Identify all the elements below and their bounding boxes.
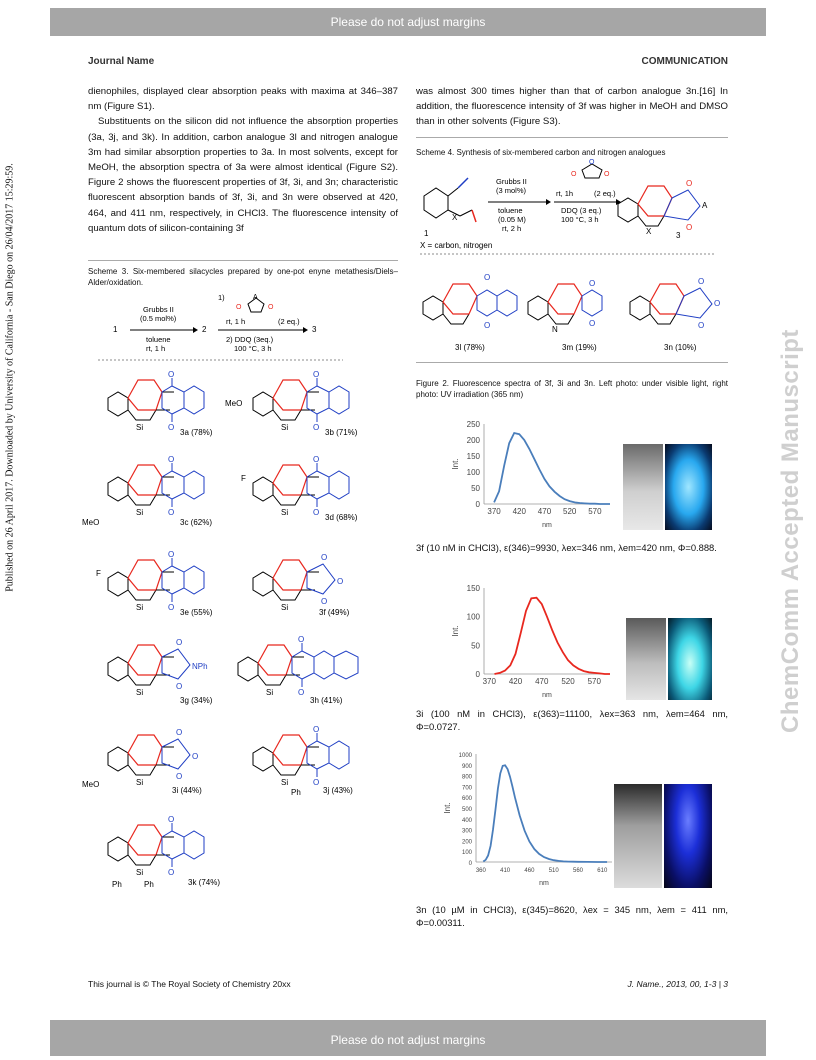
x-tick-label: 370: [487, 507, 501, 516]
svg-text:1): 1): [218, 293, 225, 302]
svg-text:3c (62%): 3c (62%): [180, 518, 213, 527]
x-tick-label: 470: [535, 677, 549, 686]
figure2-3i-caption: 3i (100 nM in CHCl3), ε(363)=11100, λex=363 nm, λem=464 nm, Φ=0.0727.: [416, 708, 728, 732]
x-tick-label: 460: [524, 868, 535, 874]
svg-text:O: O: [698, 277, 705, 286]
svg-text:O: O: [176, 728, 183, 737]
y-tick-label: 900: [461, 763, 472, 770]
structure-3g: [108, 638, 213, 705]
svg-text:Si: Si: [136, 603, 144, 612]
svg-text:(2 eq.): (2 eq.): [594, 189, 616, 198]
spectrum-chart-3f: [448, 418, 618, 530]
divider: [416, 137, 728, 138]
x-axis-label: nm: [542, 692, 552, 699]
svg-text:Grubbs II: Grubbs II: [143, 305, 174, 314]
photo-visible-3i: [626, 618, 666, 700]
svg-text:Si: Si: [136, 423, 144, 432]
x-tick-label: 560: [572, 868, 584, 874]
y-tick-label: 500: [461, 807, 472, 813]
svg-text:X: X: [646, 227, 652, 236]
x-tick-label: 510: [548, 868, 559, 874]
right-para-1: was almost 300 times higher than that of carbon analogue 3n.[16] In addition, the fluorescence intensity of 3f was higher in MeOH and DMSO than in other solvents (Figure S3).: [416, 86, 728, 128]
svg-text:Ph: Ph: [144, 880, 154, 889]
svg-text:Si: Si: [136, 868, 144, 877]
y-axis-label: Int.: [443, 802, 452, 814]
top-banner: Please do not adjust margins: [50, 8, 766, 36]
svg-text:rt, 1 h: rt, 1 h: [146, 344, 166, 353]
svg-text:O: O: [176, 682, 183, 691]
structure-3b: [225, 370, 358, 437]
scheme4-caption: Scheme 4. Synthesis of six-membered carbon and nitrogen analogues: [416, 148, 666, 157]
y-tick-label: 250: [466, 420, 480, 429]
svg-text:3b (71%): 3b (71%): [325, 428, 358, 437]
svg-text:O: O: [571, 171, 577, 178]
y-tick-label: 0: [475, 500, 480, 509]
watermark: ChemComm Accepted Manuscript: [777, 329, 804, 733]
scheme4-graphic: [416, 160, 728, 358]
x-tick-label: 410: [500, 868, 511, 874]
svg-text:(3 mol%): (3 mol%): [496, 186, 527, 195]
structure-3a: [108, 370, 213, 437]
svg-text:O: O: [236, 304, 242, 311]
svg-text:N: N: [552, 325, 558, 334]
x-axis-label: nm: [542, 522, 552, 529]
compound-1-label: 1: [113, 325, 118, 334]
svg-text:Si: Si: [136, 778, 144, 787]
footer-right: J. Name., 2013, 00, 1-3 | 3: [627, 979, 728, 989]
x-tick-label: 570: [587, 677, 601, 686]
spectrum-line: [494, 433, 610, 504]
svg-text:Ph: Ph: [112, 880, 122, 889]
svg-text:(0.05 M): (0.05 M): [498, 215, 526, 224]
x-tick-label: 610: [597, 868, 608, 874]
photo-visible-3f: [623, 444, 663, 530]
svg-text:Si: Si: [136, 508, 144, 517]
left-body: [88, 84, 398, 236]
photo-visible-3n: [614, 784, 662, 888]
structure-3n: [630, 277, 720, 352]
x-tick-label: 360: [475, 868, 486, 874]
divider: [416, 362, 728, 363]
x-tick-label: 370: [482, 677, 496, 686]
spectrum-chart-3i: [448, 582, 618, 700]
section-name: COMMUNICATION: [641, 56, 728, 67]
svg-text:toluene: toluene: [498, 206, 523, 215]
published-note: Published on 26 April 2017. Downloaded by University of California - San Diego on 26/04/2017 15:29:59.: [4, 163, 16, 592]
svg-text:O: O: [714, 299, 721, 308]
svg-text:3: 3: [676, 231, 681, 240]
structure-3i: [82, 728, 202, 795]
svg-text:3j (43%): 3j (43%): [323, 786, 353, 795]
svg-text:rt, 1h: rt, 1h: [556, 189, 574, 198]
svg-text:O: O: [589, 279, 596, 288]
svg-text:A: A: [253, 294, 258, 301]
x-tick-label: 520: [561, 677, 575, 686]
scheme3-caption: Scheme 3. Six-membered silacycles prepared by one-pot enyne metathesis/Diels–Alder/oxidation.: [88, 267, 398, 287]
svg-text:3d (68%): 3d (68%): [325, 513, 358, 522]
structure-3m: [528, 279, 602, 352]
structure-3j: [253, 725, 353, 797]
svg-text:O: O: [192, 752, 199, 761]
svg-text:2) DDQ (3eq.): 2) DDQ (3eq.): [226, 335, 274, 344]
svg-text:Si: Si: [281, 603, 289, 612]
y-tick-label: 400: [461, 817, 472, 824]
y-tick-label: 0: [468, 861, 472, 867]
svg-text:3a (78%): 3a (78%): [180, 428, 213, 437]
figure2-3n-caption: 3n (10 µM in CHCl3), ε(345)=8620, λex = 345 nm, λem = 411 nm, Φ=0.00311.: [416, 904, 728, 928]
svg-text:MeO: MeO: [82, 518, 100, 527]
x-axis-label: nm: [539, 880, 549, 887]
svg-text:100 °C, 3 h: 100 °C, 3 h: [561, 215, 599, 224]
figure2-3f-caption: 3f (10 nM in CHCl3), ε(346)=9930, λex=346 nm, λem=420 nm, Φ=0.888.: [416, 542, 717, 553]
svg-text:O: O: [484, 321, 491, 330]
svg-text:F: F: [96, 569, 101, 578]
structure-3h: [238, 635, 358, 705]
svg-text:1: 1: [424, 229, 429, 238]
svg-text:3i (44%): 3i (44%): [172, 786, 202, 795]
y-tick-label: 100: [466, 612, 480, 622]
svg-text:3n (10%): 3n (10%): [664, 343, 697, 352]
structure-3e: [96, 550, 213, 617]
svg-text:3k (74%): 3k (74%): [188, 878, 221, 887]
svg-text:O: O: [337, 577, 344, 586]
y-tick-label: 600: [461, 796, 472, 803]
svg-text:X = carbon, nitrogen: X = carbon, nitrogen: [420, 241, 493, 250]
y-tick-label: 0: [475, 670, 480, 679]
y-tick-label: 150: [466, 452, 480, 461]
svg-text:O: O: [589, 159, 595, 166]
svg-text:Si: Si: [281, 778, 289, 787]
compound-2-label: 2: [202, 325, 207, 334]
svg-text:3m (19%): 3m (19%): [562, 343, 597, 352]
svg-text:O: O: [686, 179, 693, 188]
spectrum-chart-3n: [440, 748, 620, 888]
spectrum-line: [483, 765, 607, 862]
svg-text:Si: Si: [281, 508, 289, 517]
svg-text:rt, 1 h: rt, 1 h: [226, 317, 246, 326]
photo-uv-3i: [668, 618, 712, 700]
structure-3c: [82, 455, 212, 527]
x-tick-label: 420: [512, 507, 526, 516]
svg-text:Si: Si: [136, 688, 144, 697]
svg-text:O: O: [321, 597, 328, 606]
y-tick-label: 700: [461, 785, 472, 792]
y-axis-label: Int.: [451, 458, 460, 470]
svg-text:O: O: [176, 638, 183, 647]
figure2-caption: Figure 2. Fluorescence spectra of 3f, 3i and 3n. Left photo: under visible light, right photo: UV irradiation (365 nm): [416, 379, 728, 399]
svg-text:toluene: toluene: [146, 335, 171, 344]
left-para-1: dienophiles, displayed clear absorption peaks with maxima at 346–387 nm (Figure S1).: [88, 86, 398, 113]
running-header: [88, 56, 728, 67]
photo-uv-3n: [664, 784, 712, 888]
svg-text:NPh: NPh: [192, 662, 208, 671]
left-para-2: Substituents on the silicon did not influence the absorption properties (3a, 3j, and 3k). In addition, carbon analogue 3l and nitrogen analogue 3m had similar absorption properties to 3a. In most solvents, except for MeOH, the absorption spectra of 3a were almost identical (Figure S2). Figure 2 shows the fluorescent properties of 3f, 3i, and 3n; characteristic fluorescent absorption bands of 3f, 3i, and 3n were observed at 420, 464, and 411 nm, respectively, in CHCl3. The fluorescence intensity of quantum dots of silicon-containing 3f: [88, 116, 398, 234]
y-tick-label: 50: [471, 484, 480, 493]
svg-text:O: O: [604, 171, 610, 178]
svg-text:MeO: MeO: [225, 399, 243, 408]
y-tick-label: 200: [466, 436, 480, 445]
structure-3k: [108, 815, 220, 889]
x-tick-label: 420: [508, 677, 523, 686]
compound-3-label: 3: [312, 325, 317, 334]
svg-text:3f (49%): 3f (49%): [319, 608, 350, 617]
svg-text:O: O: [321, 553, 328, 562]
svg-text:Grubbs II: Grubbs II: [496, 177, 527, 186]
x-tick-label: 520: [563, 507, 577, 516]
svg-text:A: A: [702, 201, 708, 210]
svg-text:Si: Si: [266, 688, 274, 697]
svg-text:3l (78%): 3l (78%): [455, 343, 485, 352]
y-tick-label: 1000: [458, 753, 472, 759]
svg-text:O: O: [484, 273, 491, 282]
svg-text:3h (41%): 3h (41%): [310, 696, 343, 705]
y-tick-label: 100: [466, 468, 480, 477]
svg-text:DDQ (3 eq.): DDQ (3 eq.): [561, 206, 602, 215]
svg-text:Ph: Ph: [291, 788, 301, 797]
svg-text:3g (34%): 3g (34%): [180, 696, 213, 705]
y-tick-label: 300: [461, 828, 472, 835]
svg-text:Si: Si: [281, 423, 289, 432]
x-tick-label: 470: [537, 507, 552, 516]
structure-3l: [423, 273, 517, 352]
svg-text:100 °C, 3 h: 100 °C, 3 h: [234, 344, 272, 353]
scheme3-graphic: O O 1 Grubbs II (0.5 mol%) toluene rt, 1 h 2 1) A O O rt, 1 h (2 eq.) 2) DDQ (3eq.) 100 °C, 3 h 3 Si 3a (78%) Si MeO 3b (71%) Si MeO 3c (62%) Si F 3d (68%) Si F 3e (55%) OOO Si 3f (49%) OO NPh Si 3g (34%) Si 3h (41%) OOO Si MeO 3i (44%) Si Ph 3j (43%) Si Ph Ph 3k (74%): [82, 250, 358, 889]
y-tick-label: 100: [461, 850, 472, 857]
svg-text:X: X: [452, 213, 458, 222]
y-tick-label: 150: [466, 584, 480, 593]
svg-text:MeO: MeO: [82, 780, 100, 789]
svg-text:O: O: [589, 319, 596, 328]
svg-text:F: F: [241, 474, 246, 483]
svg-text:(0.5 mol%): (0.5 mol%): [140, 314, 177, 323]
y-tick-label: 200: [461, 839, 472, 846]
structure-3f: [253, 553, 350, 617]
structure-3d: [241, 455, 358, 522]
y-tick-label: 800: [461, 774, 472, 781]
journal-name: Journal Name: [88, 56, 155, 67]
y-axis-label: Int.: [451, 625, 460, 637]
svg-text:O: O: [268, 304, 274, 311]
y-tick-label: 50: [471, 641, 480, 651]
svg-text:3e (55%): 3e (55%): [180, 608, 213, 617]
x-tick-label: 570: [588, 507, 602, 516]
svg-text:rt, 2 h: rt, 2 h: [502, 224, 522, 233]
svg-text:O: O: [686, 223, 693, 232]
bottom-banner: Please do not adjust margins: [50, 1020, 766, 1056]
divider: [88, 260, 398, 261]
spectrum-line: [495, 598, 611, 674]
footer-left: This journal is © The Royal Society of Chemistry 20xx: [88, 979, 291, 989]
svg-text:O: O: [698, 321, 705, 330]
photo-uv-3f: [665, 444, 712, 530]
svg-text:O: O: [176, 772, 183, 781]
svg-text:(2 eq.): (2 eq.): [278, 317, 300, 326]
